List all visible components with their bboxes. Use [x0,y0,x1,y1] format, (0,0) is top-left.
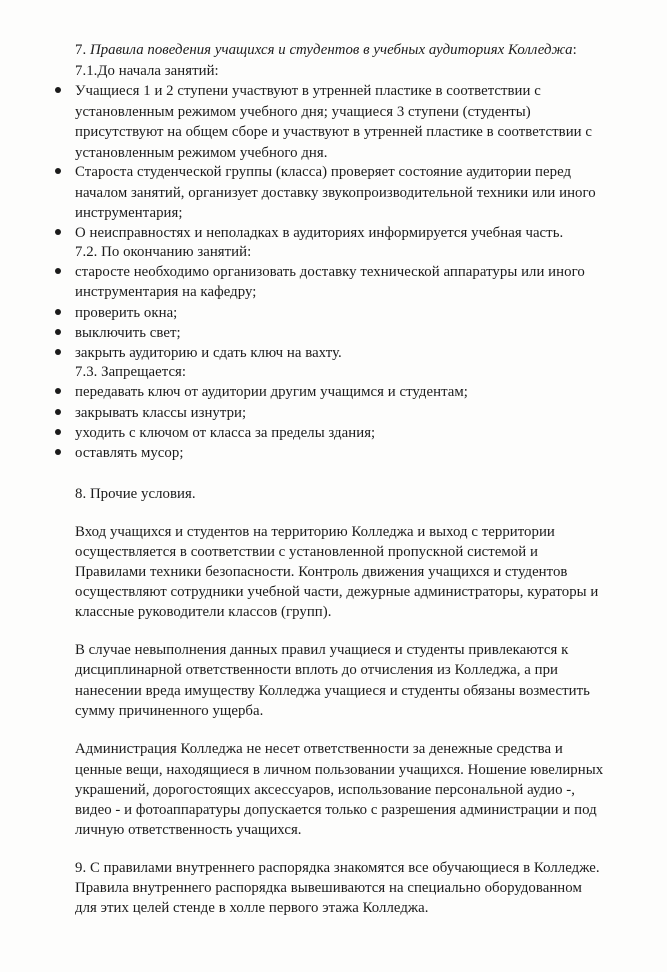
section-7-colon: : [572,42,577,58]
section-9-line: для этих целей стенде в холле первого этажа Колледжа. [75,900,429,916]
paragraph-line: видео - и фотоаппаратуры допускается только с разрешения администрации и под [75,802,597,818]
paragraph-line: сумму причиненного ущерба. [75,703,264,719]
section-8-heading: 8. Прочие условия. [75,486,196,502]
section-7-number: 7. [75,42,90,58]
paragraph-line: украшений, дорогостоящих аксессуаров, использование персональной аудио -, [75,782,575,798]
subsection-7-2-heading: 7.2. По окончанию занятий: [75,244,252,260]
list-item-line: закрыть аудиторию и сдать ключ на вахту. [75,345,342,361]
paragraph-line: нанесении вреда имуществу Колледжа учащиеся и студенты обязаны возместить [75,683,590,699]
list-item-line: присутствуют на общем сборе и участвуют в утренней пластике в соответствии с [75,124,593,140]
bullet-marker [55,429,61,435]
paragraph-line: осуществляется в соответствии с установленной пропускной системой и [75,544,538,560]
section-9-line: 9. С правилами внутреннего распорядка знакомятся все обучающиеся в Колледже. [75,860,600,876]
subsection-7-1-heading: 7.1.До начала занятий: [75,63,219,79]
bullet-marker [55,329,61,335]
list-item-line: установленным режимом учебного дня; учащиеся 3 ступени (студенты) [75,104,531,120]
list-item-line: проверить окна; [75,305,178,321]
bullet-marker [55,309,61,315]
bullet-marker [55,388,61,394]
list-item-line: старосте необходимо организовать доставку технической аппаратуры или иного [75,264,585,280]
bullet-marker [55,229,61,235]
list-item-line: инструментария; [75,205,183,221]
paragraph-line: дисциплинарной ответственности вплоть до отчисления из Колледжа, а при [75,662,559,678]
paragraph-line: Администрация Колледжа не несет ответственности за денежные средства и [75,741,563,757]
paragraph-line: В случае невыполнения данных правил учащиеся и студенты привлекаются к [75,642,569,658]
list-item-line: О неисправностях и неполадках в аудиториях информируется учебная часть. [75,225,564,241]
list-item-line: Староста студенческой группы (класса) проверяет состояние аудитории перед [75,164,572,180]
bullet-marker [55,349,61,355]
list-item-line: Учащиеся 1 и 2 ступени участвуют в утренней пластике в соответствии с [75,83,541,99]
list-item-line: уходить с ключом от класса за пределы здания; [75,425,376,441]
paragraph-line: Вход учащихся и студентов на территорию Колледжа и выход с территории [75,524,555,540]
list-item-line: оставлять мусор; [75,445,184,461]
bullet-marker [55,168,61,174]
bullet-marker [55,449,61,455]
subsection-7-3-heading: 7.3. Запрещается: [75,364,187,380]
bullet-marker [55,268,61,274]
bullet-marker [55,87,61,93]
paragraph-line: классные руководители классов (групп). [75,604,332,620]
section-7-heading [75,41,577,59]
list-item-line: началом занятий, организует доставку звукопроизводительной техники или иного [75,185,596,201]
section-9-line: Правила внутреннего распорядка вывешиваются на специально оборудованном [75,880,582,896]
paragraph-line: осуществляют сотрудники учебной части, дежурные администраторы, кураторы и [75,584,599,600]
paragraph-line: Правилами техники безопасности. Контроль движения учащихся и студентов [75,564,568,580]
list-item-line: установленным режимом учебного дня. [75,145,328,161]
list-item-line: передавать ключ от аудитории другим учащимся и студентам; [75,384,468,400]
paragraph-line: личную ответственность учащихся. [75,822,302,838]
list-item-line: закрывать классы изнутри; [75,405,247,421]
section-7-title: Правила поведения учащихся и студентов в учебных аудиториях Колледжа [89,42,573,58]
paragraph-line: ценные вещи, находящиеся в личном пользовании учащихся. Ношение ювелирных [75,762,604,778]
list-item-line: выключить свет; [75,325,181,341]
bullet-marker [55,409,61,415]
list-item-line: инструментария на кафедру; [75,284,257,300]
